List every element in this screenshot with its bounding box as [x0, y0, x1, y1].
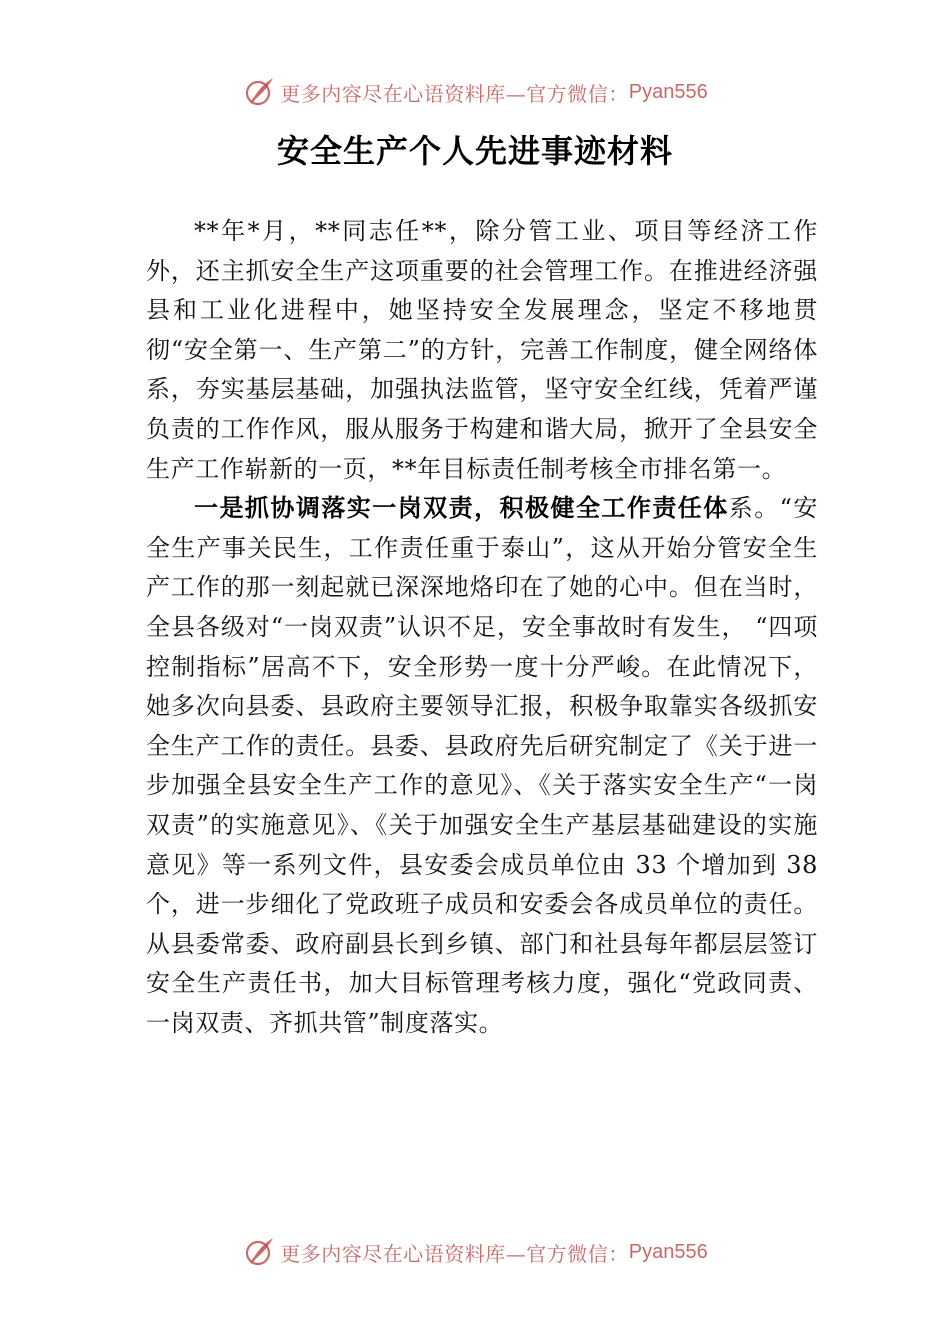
feather-pen-logo-icon — [242, 1235, 276, 1269]
feather-pen-logo-icon — [242, 75, 276, 109]
document-title: 安全生产个人先进事迹材料 — [276, 132, 673, 170]
watermark-banner-bottom — [0, 1232, 950, 1272]
paragraph-section-one — [146, 489, 818, 1043]
paragraph-intro: **年*月，**同志任**，除分管工业、项目等经济工作外，还主抓安全生产这项重要的社会管理工作。在推进经济强县和工业化进程中，她坚持安全发展理念，坚定不移地贯彻“安全第一、生产第二”的方针，完善工作制度，健全网络体系，夯实基层基础，加强执法监管，坚守安全红线，凭着严谨负责的工作作风，服从服务于构建和谐大局，掀开了全县安全生产工作崭新的一页，**年目标责任制考核全市排名第一。 — [146, 217, 818, 483]
watermark-text: 更多内容尽在心语资料库—官方微信： — [280, 81, 629, 106]
watermark-text: 更多内容尽在心语资料库—官方微信： — [280, 1241, 629, 1266]
document-body — [146, 212, 818, 1043]
section-one-heading: 一是抓协调落实一岗双责，积极健全工作责任体 — [194, 494, 729, 523]
watermark-wechat-id: Pyan556 — [628, 1240, 708, 1263]
section-one-body: 系。“安全生产事关民生，工作责任重于泰山”，这从开始分管安全生产工作的那一刻起就已深深地烙印在了她的心中。但在当时，全县各级对“一岗双责”认识不足，安全事故时有发生， “四项控制指标”居高不下，安全形势一度十分严峻。在此情况下，她多次向县委、县政府主要领导汇报，积极争取靠实各级抓安全生产工作的责任。县委、县政府先后研究制定了《关于进一步加强全县安全生产工作的意见》、《关于落实安全生产“一岗双责”的实施意见》、《关于加强安全生产基层基础建设的实施意见》等一系列文件，县安委会成员单位由 33 个增加到 38 个，进一步细化了党政班子成员和安委会各成员单位的责任。从县委常委、政府副县长到乡镇、部门和社县每年都层层签订安全生产责任书，加大目标管理考核力度，强化“党政同责、一岗双责、齐抓共管”制度落实。 — [146, 494, 818, 1037]
watermark-wechat-id: Pyan556 — [628, 80, 708, 103]
watermark-banner-top — [0, 72, 950, 112]
